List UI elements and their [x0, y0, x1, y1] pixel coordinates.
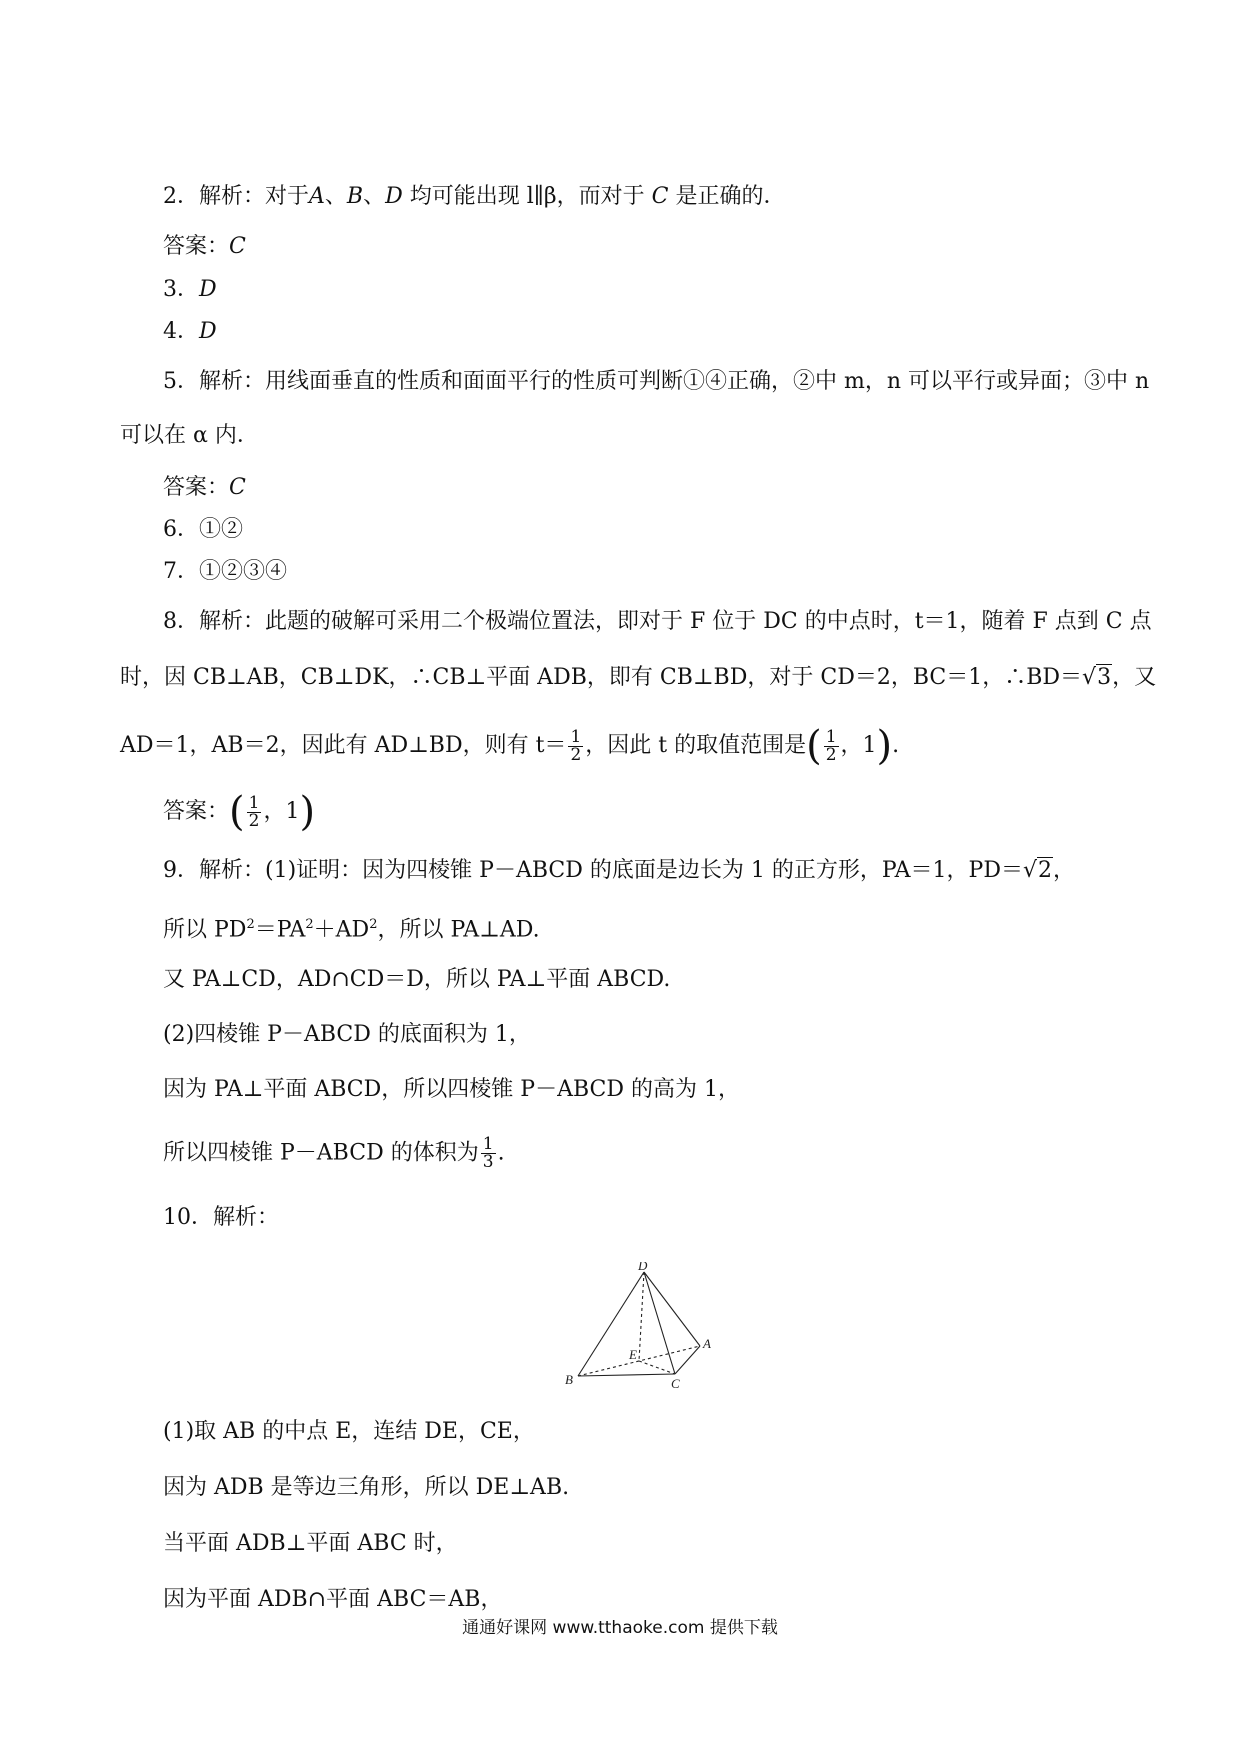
answer-label: 答案： — [163, 475, 230, 500]
page-footer: 通通好课网 www.tthaoke.com 提供下载 — [462, 1618, 778, 1638]
exponent: 2 — [305, 917, 314, 932]
answer-label: 答案： — [163, 234, 230, 259]
q10-line-3: 当平面 ADB⊥平面 ABC 时， — [163, 1531, 458, 1556]
denominator: 3 — [482, 1152, 494, 1172]
edge-bc — [578, 1374, 675, 1376]
answer-label: 答案： — [163, 799, 230, 824]
q8-line-2-text: 时，因 CB⊥AB，CB⊥DK，∴CB⊥平面 ADB，即有 CB⊥BD，对于 CD＝2，BC＝1，∴BD＝ — [120, 665, 1083, 690]
q9-line-2-end: ，所以 PA⊥AD. — [377, 917, 540, 943]
q2-sep2: 、 — [363, 184, 386, 209]
denominator: 2 — [248, 810, 260, 831]
period: . — [892, 733, 900, 758]
q8-line-2 — [120, 664, 1156, 692]
denominator: 2 — [825, 744, 837, 765]
q9-line-4: (2)四棱锥 P－ABCD 的底面积为 1， — [163, 1022, 531, 1047]
q8-line-3-mid: ，因此 t 的取值范围是 — [585, 733, 807, 758]
q9-line-2 — [163, 911, 540, 944]
answer-value: C — [229, 234, 246, 259]
q4-answer: D — [199, 319, 217, 344]
q10-heading: 10．解析： — [163, 1205, 279, 1230]
q8-line-3-text: AD＝1，AB＝2，因此有 AD⊥BD，则有 t＝ — [120, 733, 567, 758]
q10-line-1: (1)取 AB 的中点 E，连结 DE，CE， — [163, 1419, 535, 1444]
q9-line-1-end: ， — [1053, 858, 1076, 883]
fraction-one-half — [568, 726, 583, 765]
q10-line-2: 因为 ADB 是等边三角形，所以 DE⊥AB. — [163, 1475, 570, 1500]
numerator: 1 — [482, 1134, 494, 1154]
q3-answer: D — [199, 277, 217, 302]
answer-value: C — [229, 475, 246, 500]
q9-line-2-mid: ＝PA — [254, 917, 306, 943]
numerator: 1 — [248, 792, 260, 813]
q2-a: A — [309, 184, 325, 209]
denominator: 2 — [570, 744, 582, 765]
q9-line-1-text: 9．解析：(1)证明：因为四棱锥 P－ABCD 的底面是边长为 1 的正方形，PA＝1，PD＝ — [163, 858, 1023, 883]
answer-5 — [163, 474, 246, 502]
label-c: C — [671, 1376, 680, 1391]
radicand: 3 — [1097, 665, 1112, 690]
q4-num: 4． — [163, 319, 199, 344]
interval-end: 1 — [285, 799, 300, 824]
interval-end: 1 — [862, 733, 877, 758]
numerator: 1 — [825, 726, 837, 747]
q4-line — [163, 318, 217, 346]
fraction-one-half — [247, 792, 262, 831]
q5-line-1: 5．解析：用线面垂直的性质和面面平行的性质可判断①④正确，②中 m，n 可以平行或异面；③中 n — [163, 369, 1150, 394]
q2-c: C — [651, 184, 669, 209]
pyramid-figure — [560, 1262, 720, 1392]
sqrt-2: √2 — [1022, 858, 1053, 883]
segment-de — [639, 1272, 644, 1361]
edge-da — [644, 1272, 700, 1346]
q9-line-6 — [163, 1136, 505, 1171]
q2-d: D — [385, 184, 403, 209]
exponent: 2 — [369, 917, 378, 932]
q10-line-4: 因为平面 ADB∩平面 ABC＝AB， — [163, 1587, 503, 1612]
q9-line-6-text: 所以四棱锥 P－ABCD 的体积为 — [163, 1140, 479, 1166]
q9-line-1 — [163, 857, 1075, 885]
q3-num: 3． — [163, 277, 199, 302]
q2-text: 2．解析：对于 — [163, 184, 309, 209]
exponent: 2 — [246, 917, 255, 932]
q9-line-3: 又 PA⊥CD，AD∩CD＝D，所以 PA⊥平面 ABCD. — [163, 967, 671, 992]
q9-line-2-post: ＋AD — [313, 917, 370, 943]
q9-line-5: 因为 PA⊥平面 ABCD，所以四棱锥 P－ABCD 的高为 1， — [163, 1077, 740, 1102]
q8-line-2-end: ，又 — [1112, 665, 1157, 690]
q2-mid: 均可能出现 l∥β，而对于 — [402, 184, 652, 209]
q7-line: 7．①②③④ — [163, 559, 287, 584]
comma: ， — [840, 733, 863, 758]
answer-2 — [163, 233, 246, 261]
open-paren: ( — [806, 723, 822, 769]
radicand: 2 — [1038, 858, 1053, 883]
close-paren: ) — [876, 723, 893, 769]
label-e: E — [629, 1347, 637, 1362]
fraction-one-half — [824, 726, 839, 765]
q8-line-1: 8．解析：此题的破解可采用二个极端位置法，即对于 F 位于 DC 的中点时，t＝1，随着 F 点到 C 点 — [163, 609, 1152, 634]
label-b: B — [565, 1372, 573, 1387]
q5-line-2: 可以在 α 内． — [120, 423, 259, 448]
q8-line-3 — [120, 723, 900, 769]
q6-line: 6．①② — [163, 517, 243, 542]
period: . — [497, 1140, 505, 1166]
sqrt-3: √3 — [1082, 665, 1112, 690]
close-paren: ) — [299, 789, 316, 835]
q9-line-2-text: 所以 PD — [163, 917, 247, 943]
comma: ， — [263, 799, 286, 824]
q2-b: B — [346, 184, 364, 209]
answer-8 — [163, 789, 316, 835]
open-paren: ( — [229, 789, 245, 835]
label-d: D — [638, 1262, 648, 1273]
segment-ec — [639, 1361, 675, 1374]
label-a: A — [703, 1336, 711, 1351]
q2-line — [163, 183, 785, 211]
fraction-one-third — [481, 1136, 496, 1171]
q2-end: 是正确的． — [668, 184, 786, 209]
q3-line — [163, 276, 217, 304]
q2-sep1: 、 — [324, 184, 347, 209]
numerator: 1 — [570, 726, 582, 747]
edge-ca — [675, 1346, 700, 1374]
